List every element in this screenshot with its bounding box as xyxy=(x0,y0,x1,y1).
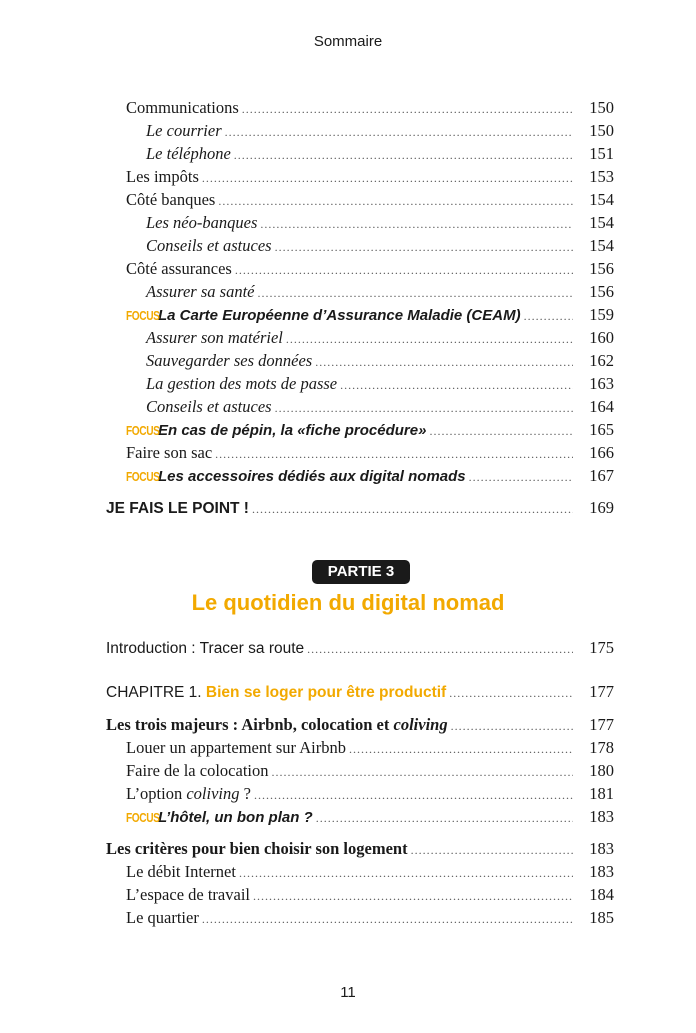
toc-entry[interactable] xyxy=(106,395,614,418)
toc-entry-label: Communications xyxy=(126,98,239,117)
running-head: Sommaire xyxy=(313,33,383,50)
dot-leader xyxy=(275,236,573,259)
toc-entry-label: Le débit Internet xyxy=(126,862,236,881)
dot-leader xyxy=(275,397,573,420)
toc-section-entry[interactable] xyxy=(106,837,614,860)
toc-entry-label: La Carte Européenne d’Assurance Maladie (CEAM) xyxy=(158,307,521,324)
toc-entry[interactable] xyxy=(106,782,614,805)
toc-entry-page: 169 xyxy=(589,498,614,517)
part-title: Le quotidien du digital nomad xyxy=(191,590,505,615)
toc-entry-label: Louer un appartement sur Airbnb xyxy=(126,738,346,757)
toc-entry-je-fais-le-point[interactable] xyxy=(106,496,614,519)
label-part-italic: coliving xyxy=(393,715,448,734)
dot-leader xyxy=(260,213,573,236)
chapter-prefix: CHAPITRE 1. xyxy=(106,684,202,701)
chapter-section xyxy=(106,680,614,703)
toc-entry-page: 154 xyxy=(589,190,614,209)
toc-entry-page: 184 xyxy=(589,885,614,904)
toc-entry[interactable] xyxy=(106,441,614,464)
dot-leader xyxy=(286,328,573,351)
toc-entry-label: Côté banques xyxy=(126,190,216,209)
focus-tag: FOCUS xyxy=(126,810,160,825)
toc-entry-page: 166 xyxy=(589,443,614,462)
toc-entry-page: 175 xyxy=(589,638,614,657)
dot-leader xyxy=(469,466,573,489)
toc-entry-page: 180 xyxy=(589,761,614,780)
dot-leader xyxy=(340,374,573,397)
dot-leader xyxy=(218,190,573,213)
toc-entry-label: L’hôtel, un bon plan ? xyxy=(158,809,313,826)
toc-entry-page: 167 xyxy=(589,466,614,485)
toc-entry-page: 185 xyxy=(589,908,614,927)
toc-entry-page: 156 xyxy=(589,259,614,278)
toc-entry-page: 154 xyxy=(589,213,614,232)
dot-leader xyxy=(449,682,573,705)
dot-leader xyxy=(215,443,573,466)
section2 xyxy=(106,837,614,929)
toc-entry-page: 153 xyxy=(589,167,614,186)
toc-entry-label: Assurer sa santé xyxy=(146,282,255,301)
toc-focus-entry[interactable] xyxy=(106,303,614,326)
toc-entry-page: 159 xyxy=(589,305,614,324)
toc-entry[interactable] xyxy=(106,119,614,142)
toc-entry-page: 151 xyxy=(589,144,614,163)
toc-section-entry[interactable] xyxy=(106,713,614,736)
toc-entry[interactable] xyxy=(106,372,614,395)
toc-entry-page: 156 xyxy=(589,282,614,301)
toc-entry-page: 183 xyxy=(589,839,614,858)
toc-entry-page: 181 xyxy=(589,784,614,803)
toc-entry[interactable] xyxy=(106,349,614,372)
toc-entry[interactable] xyxy=(106,326,614,349)
toc-entry[interactable] xyxy=(106,165,614,188)
toc-entry-label xyxy=(106,713,448,736)
chapter-label xyxy=(106,681,446,704)
toc-entry-page: 163 xyxy=(589,374,614,393)
toc-entry[interactable] xyxy=(106,234,614,257)
dot-leader xyxy=(202,908,573,931)
toc-entry-introduction[interactable] xyxy=(106,636,614,659)
focus-tag: FOCUS xyxy=(126,469,160,484)
toc-focus-entry[interactable] xyxy=(106,418,614,441)
section1 xyxy=(106,713,614,828)
toc-entry-label: JE FAIS LE POINT ! xyxy=(106,500,249,517)
toc-entry-label: Les néo-banques xyxy=(146,213,258,232)
dot-leader xyxy=(307,638,573,661)
dot-leader xyxy=(234,144,573,167)
label-part: ? xyxy=(239,784,251,803)
toc-entry[interactable] xyxy=(106,736,614,759)
toc-entry[interactable] xyxy=(106,860,614,883)
toc-entry-page: 177 xyxy=(589,682,614,701)
dot-leader xyxy=(235,259,573,282)
toc-top-section xyxy=(106,96,614,487)
dot-leader xyxy=(239,862,573,885)
toc-entry-label: Les critères pour bien choisir son logement xyxy=(106,839,408,858)
part-badge: PARTIE 3 xyxy=(312,560,410,584)
toc-entry[interactable] xyxy=(106,906,614,929)
dot-leader xyxy=(429,420,573,443)
label-part: L’option xyxy=(126,784,187,803)
toc-entry-page: 183 xyxy=(589,807,614,826)
toc-entry-page: 165 xyxy=(589,420,614,439)
toc-entry-label xyxy=(126,782,251,805)
toc-entry-page: 177 xyxy=(589,715,614,734)
toc-entry-page: 150 xyxy=(589,98,614,117)
toc-entry-label: En cas de pépin, la «fiche procédure» xyxy=(158,422,427,439)
dot-leader xyxy=(271,761,573,784)
toc-entry-label: Faire son sac xyxy=(126,443,213,462)
dot-leader xyxy=(316,807,573,830)
toc-entry-label: Faire de la colocation xyxy=(126,761,269,780)
toc-entry-page: 160 xyxy=(589,328,614,347)
toc-entry-page: 154 xyxy=(589,236,614,255)
toc-focus-entry[interactable] xyxy=(106,805,614,828)
dot-leader xyxy=(252,498,573,521)
toc-entry[interactable] xyxy=(106,96,614,119)
dot-leader xyxy=(257,282,573,305)
je-fais-le-point-section xyxy=(106,496,614,519)
dot-leader xyxy=(254,784,573,807)
toc-entry-label: Assurer son matériel xyxy=(146,328,283,347)
dot-leader xyxy=(349,738,573,761)
dot-leader xyxy=(242,98,573,121)
toc-entry-label: L’espace de travail xyxy=(126,885,250,904)
toc-entry-page: 183 xyxy=(589,862,614,881)
toc-entry-label: Les impôts xyxy=(126,167,199,186)
dot-leader xyxy=(253,885,573,908)
toc-entry-chapter[interactable] xyxy=(106,680,614,703)
toc-entry-page: 164 xyxy=(589,397,614,416)
toc-entry-label: Les accessoires dédiés aux digital nomads xyxy=(158,468,466,485)
toc-entry[interactable] xyxy=(106,280,614,303)
dot-leader xyxy=(225,121,573,144)
dot-leader xyxy=(411,839,573,862)
toc-entry-label: La gestion des mots de passe xyxy=(146,374,338,393)
toc-entry-page: 162 xyxy=(589,351,614,370)
page-number: 11 xyxy=(340,984,356,1001)
toc-entry-label: Le courrier xyxy=(146,121,222,140)
focus-tag: FOCUS xyxy=(126,423,160,438)
toc-entry-label: Introduction : Tracer sa route xyxy=(106,640,305,657)
dot-leader xyxy=(451,715,573,738)
dot-leader xyxy=(315,351,573,374)
toc-entry-label: Conseils et astuces xyxy=(146,236,272,255)
focus-tag: FOCUS xyxy=(126,308,160,323)
toc-entry-label: Conseils et astuces xyxy=(146,397,272,416)
toc-entry[interactable] xyxy=(106,883,614,906)
toc-entry-label: Côté assurances xyxy=(126,259,232,278)
label-part: Les trois majeurs : Airbnb, colocation et xyxy=(106,715,394,734)
chapter-title: Bien se loger pour être productif xyxy=(205,684,447,701)
toc-entry[interactable] xyxy=(106,759,614,782)
dot-leader xyxy=(202,167,573,190)
toc-entry-label: Le quartier xyxy=(126,908,199,927)
dot-leader xyxy=(524,305,573,328)
toc-entry[interactable] xyxy=(106,142,614,165)
label-part-italic: coliving xyxy=(186,784,240,803)
toc-entry-label: Sauvegarder ses données xyxy=(146,351,313,370)
introduction-section xyxy=(106,636,614,659)
toc-entry-label: Le téléphone xyxy=(146,144,231,163)
toc-entry[interactable] xyxy=(106,257,614,280)
toc-entry[interactable] xyxy=(106,211,614,234)
toc-entry-page: 150 xyxy=(589,121,614,140)
toc-entry[interactable] xyxy=(106,188,614,211)
toc-entry-page: 178 xyxy=(589,738,614,757)
toc-focus-entry[interactable] xyxy=(106,464,614,487)
